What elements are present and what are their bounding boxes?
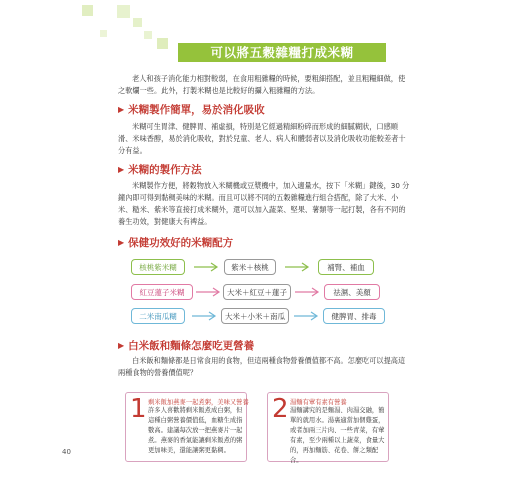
decor-square	[133, 18, 142, 27]
tip-number: 1	[130, 394, 147, 424]
decor-square	[117, 5, 130, 18]
tip-box	[267, 392, 389, 462]
tip-box	[125, 392, 247, 462]
decor-square	[157, 38, 168, 49]
tip-body: 許多人喜歡將剩米飯煮成白粥，但這種白粥營養價值低，血糖生成指數高。建議每次放一把燕麥片一起煮。燕麥的香氣能讓剩米飯煮的粥更加味美，還能讓粥更黏稠。	[148, 407, 243, 454]
recipe-name-box: 紅豆蓮子米糊	[131, 284, 193, 300]
section-paragraph: 白米飯和麵條都是日常食用的食物，但這兩種食物營養價值都不高。怎麼吃可以提高這兩種食物的營養價值呢？	[118, 356, 406, 377]
recipe-name-box: 核桃紫米糊	[131, 259, 185, 275]
arrow-right-icon	[193, 262, 219, 272]
section-heading: ▶ 白米飯和麵條怎麼吃更營養	[118, 340, 255, 352]
page-number: 40	[62, 448, 71, 456]
arrow-right-icon	[191, 311, 217, 321]
recipe-ingredients-box: 大米＋小米＋南瓜	[221, 308, 289, 324]
section-heading: ▶ 米糊的製作方法	[118, 164, 202, 176]
tip-number: 2	[272, 394, 289, 424]
recipe-ingredients-box: 大米＋紅豆＋蓮子	[223, 284, 291, 300]
arrow-right-icon	[293, 311, 319, 321]
tip-body: 湯麵講究的是麵湯、肉湯交融，簡單的就用水。湯裏適當加個雞蛋，或者加兩三片肉、一些青菜，有葷有素，至少兩種以上蔬菜，食量大的，再加麵筋、花卷、餅之類配合。	[290, 407, 385, 464]
tip-title: 剩米飯加燕麥一起煮粥，美味又營養	[148, 399, 249, 406]
arrow-right-icon	[294, 287, 320, 297]
tip-title: 湯麵有葷有素有營養	[290, 399, 347, 406]
recipe-effect-box: 健脾胃、排毒	[323, 308, 385, 324]
section-heading: ▶ 保健功效好的米糊配方	[118, 237, 234, 249]
page-title: 可以將五穀雜糧打成米糊	[178, 43, 386, 62]
arrow-right-icon	[284, 262, 310, 272]
recipe-effect-box: 祛濕、美顏	[324, 284, 380, 300]
intro-paragraph: 老人和孩子消化能力相對較弱，在食用粗雜糧的時候，要粗細搭配，並且粗糧細做，使之軟爛一些。此外，打製米糊也是比較好的攝入粗雜糧的方法。	[118, 74, 406, 95]
triangle-bullet-icon: ▶	[118, 104, 125, 114]
section-heading: ▶ 米糊製作簡單，易於消化吸收	[118, 104, 265, 116]
recipe-effect-box: 補腎、補血	[318, 259, 374, 275]
section-paragraph: 米糊可生胃津、健脾胃、補虛損，特別是它經過精細粉碎而形成的細膩糊狀，口感順滑、米味香醇，易於消化吸收，對於兒童、老人、病人和體弱者以及消化吸收功能較差者十分有益。	[118, 122, 406, 155]
arrow-right-icon	[195, 287, 221, 297]
triangle-bullet-icon: ▶	[118, 340, 125, 350]
decor-square	[82, 5, 93, 16]
recipe-name-box: 二米南瓜糊	[131, 308, 185, 324]
decor-square	[100, 30, 107, 37]
decor-square	[144, 31, 152, 39]
triangle-bullet-icon: ▶	[118, 237, 125, 247]
triangle-bullet-icon: ▶	[118, 164, 125, 174]
section-paragraph: 米糊製作方便，將穀物放入米糊機或豆漿機中，加入適量水，按下「米糊」鍵後，30 分鐘內即可得到黏稠美味的米糊。而且可以將不同的五穀雜糧進行組合搭配，除了大米、小米、糙米、紫米等直接打成米糊外，還可以加入蔬菜、堅果、薯類等一起打製，各有不同的養生功效，對健康大有裨益。	[118, 181, 410, 226]
recipe-ingredients-box: 紫米＋核桃	[224, 259, 276, 275]
